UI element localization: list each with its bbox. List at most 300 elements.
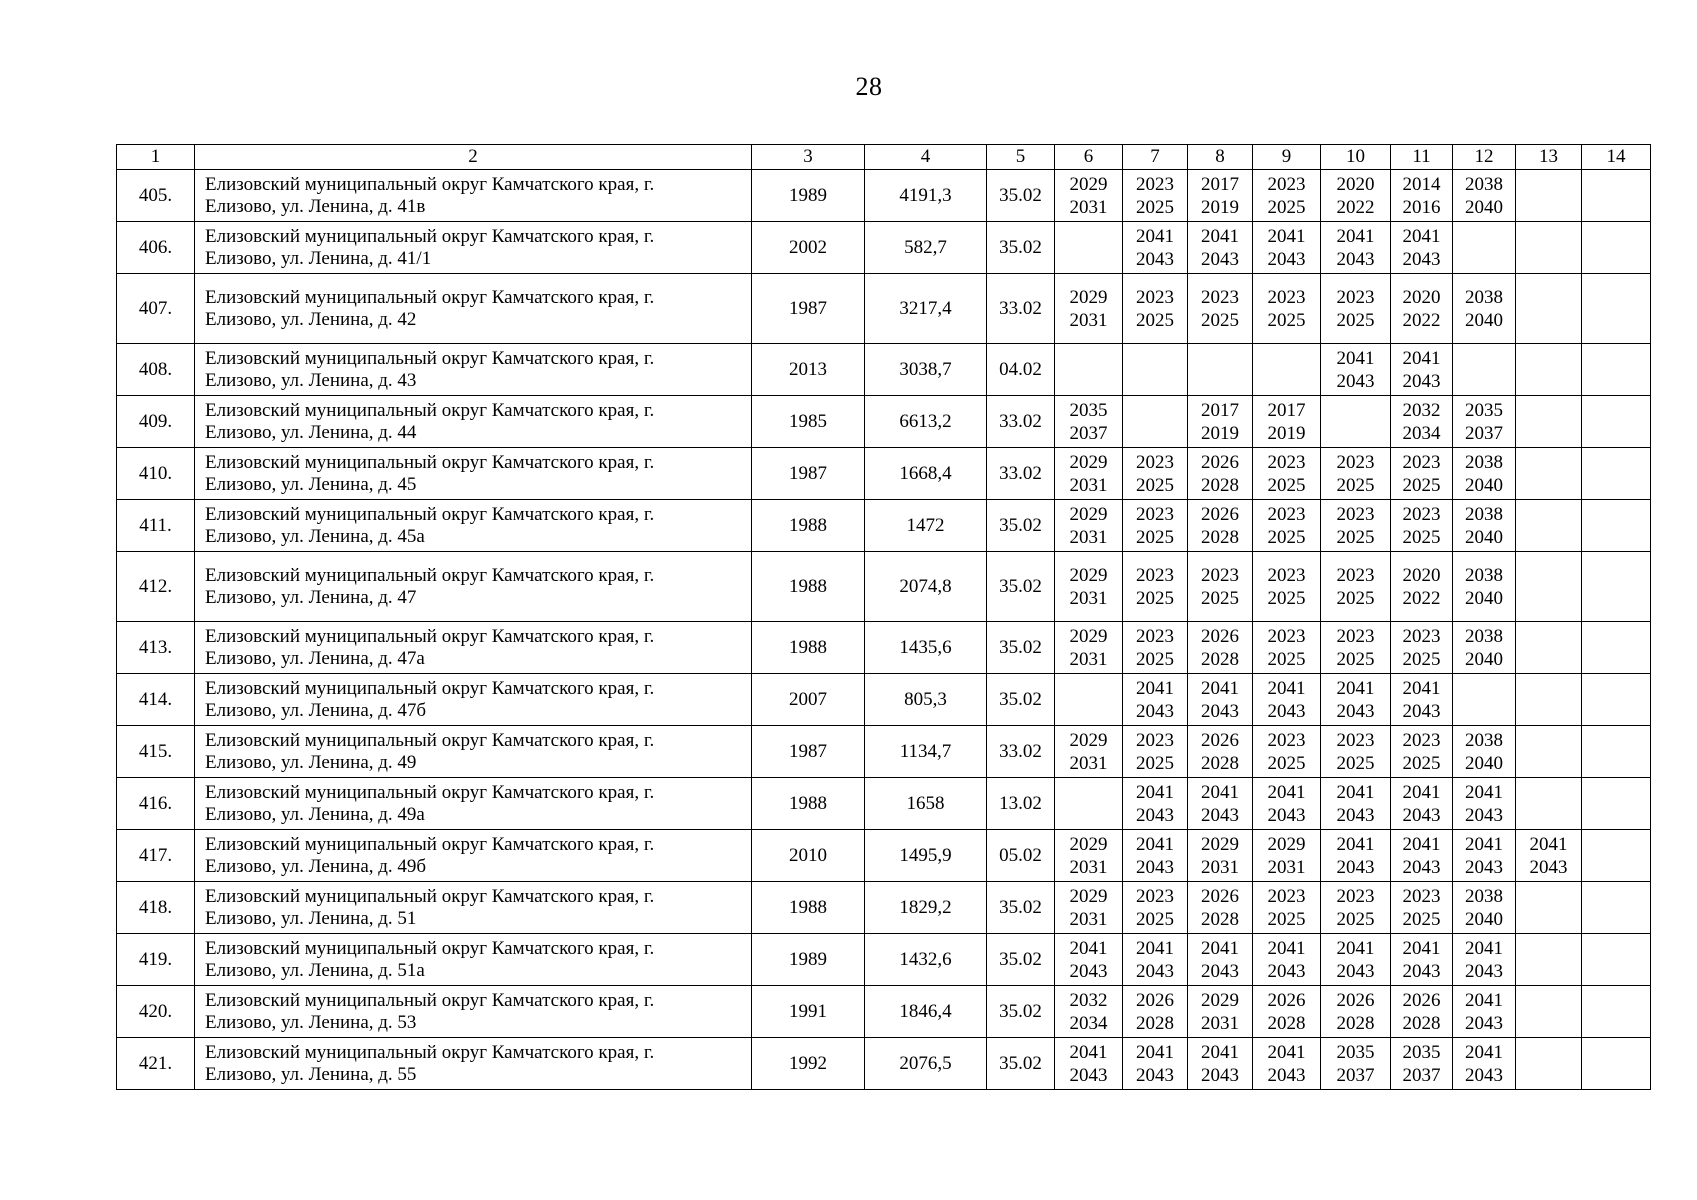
code-cell: 05.02 xyxy=(987,830,1055,882)
total-area: 1435,6 xyxy=(865,622,987,674)
year-value: 2041 xyxy=(1402,347,1441,369)
row-number: 405. xyxy=(117,170,195,222)
year-value: 2037 xyxy=(1336,1064,1375,1086)
header-cell: 11 xyxy=(1391,145,1453,170)
year-value: 2043 xyxy=(1069,960,1108,982)
code-cell: 13.02 xyxy=(987,778,1055,830)
year-value: 2023 xyxy=(1336,729,1375,751)
year-value: 2043 xyxy=(1136,856,1174,878)
year-value: 2023 xyxy=(1402,503,1441,525)
year-range-cell xyxy=(1582,222,1651,274)
year-value: 2028 xyxy=(1201,752,1239,774)
year-range-cell xyxy=(1188,448,1253,500)
year-range-cell xyxy=(1123,674,1188,726)
year-range-cell xyxy=(1253,344,1321,396)
year-value: 2023 xyxy=(1136,729,1174,751)
year-range-cell xyxy=(1321,396,1391,448)
code-cell: 35.02 xyxy=(987,500,1055,552)
code-cell: 33.02 xyxy=(987,274,1055,344)
total-area: 1658 xyxy=(865,778,987,830)
table-row xyxy=(117,882,1651,934)
year-value: 2043 xyxy=(1402,960,1441,982)
year-range-cell xyxy=(1188,830,1253,882)
row-number: 419. xyxy=(117,934,195,986)
year-range-cell xyxy=(1055,222,1123,274)
address-line: Елизовский муниципальный округ Камчатского края, г. xyxy=(205,781,655,803)
address-cell xyxy=(195,552,752,622)
year-range-cell xyxy=(1321,222,1391,274)
year-range-cell xyxy=(1123,500,1188,552)
year-range-cell xyxy=(1516,274,1582,344)
year-value: 2017 xyxy=(1201,399,1239,421)
address-line: Елизово, ул. Ленина, д. 51 xyxy=(205,907,417,929)
year-value: 2026 xyxy=(1201,625,1239,647)
row-number: 406. xyxy=(117,222,195,274)
year-value: 2043 xyxy=(1465,960,1503,982)
year-value: 2031 xyxy=(1201,856,1239,878)
year-value: 2041 xyxy=(1267,677,1306,699)
address-line: Елизовский муниципальный округ Камчатского края, г. xyxy=(205,347,655,369)
address-line: Елизовский муниципальный округ Камчатского края, г. xyxy=(205,286,655,308)
year-value: 2028 xyxy=(1402,1012,1441,1034)
year-range-cell xyxy=(1253,882,1321,934)
year-range-cell xyxy=(1123,274,1188,344)
year-value: 2038 xyxy=(1465,503,1503,525)
year-value: 2031 xyxy=(1069,648,1108,670)
year-value: 2038 xyxy=(1465,451,1503,473)
year-value: 2041 xyxy=(1465,1041,1503,1063)
year-value: 2031 xyxy=(1069,309,1108,331)
year-value: 2020 xyxy=(1336,173,1375,195)
year-value: 2028 xyxy=(1201,908,1239,930)
total-area: 2074,8 xyxy=(865,552,987,622)
year-value: 2022 xyxy=(1402,587,1441,609)
year-range-cell xyxy=(1516,778,1582,830)
year-value: 2041 xyxy=(1136,833,1174,855)
year-value: 2029 xyxy=(1267,833,1306,855)
header-row xyxy=(117,145,1651,170)
total-area: 1668,4 xyxy=(865,448,987,500)
total-area: 582,7 xyxy=(865,222,987,274)
year-value: 2029 xyxy=(1069,625,1108,647)
year-range-cell xyxy=(1188,396,1253,448)
year-range-cell xyxy=(1123,170,1188,222)
total-area: 1472 xyxy=(865,500,987,552)
year-value: 2029 xyxy=(1069,286,1108,308)
code-cell: 33.02 xyxy=(987,396,1055,448)
address-line: Елизовский муниципальный округ Камчатского края, г. xyxy=(205,989,655,1011)
year-range-cell xyxy=(1123,622,1188,674)
header-cell: 4 xyxy=(865,145,987,170)
year-value: 2031 xyxy=(1069,908,1108,930)
year-value: 2025 xyxy=(1201,309,1239,331)
year-value: 2041 xyxy=(1201,225,1239,247)
address-cell xyxy=(195,170,752,222)
year-range-cell xyxy=(1582,882,1651,934)
address-line: Елизово, ул. Ленина, д. 47б xyxy=(205,699,427,721)
year-value: 2035 xyxy=(1402,1041,1441,1063)
year-value: 2025 xyxy=(1336,587,1375,609)
year-value: 2023 xyxy=(1336,286,1375,308)
year-value: 2043 xyxy=(1201,700,1239,722)
year-value: 2043 xyxy=(1336,370,1375,392)
code-cell: 35.02 xyxy=(987,986,1055,1038)
year-value: 2025 xyxy=(1402,648,1441,670)
year-value: 2025 xyxy=(1336,908,1375,930)
address-line: Елизово, ул. Ленина, д. 55 xyxy=(205,1063,417,1085)
year-range-cell xyxy=(1055,622,1123,674)
code-cell: 35.02 xyxy=(987,674,1055,726)
year-range-cell xyxy=(1055,882,1123,934)
year-value: 2041 xyxy=(1336,677,1375,699)
year-range-cell xyxy=(1188,344,1253,396)
year-value: 2035 xyxy=(1069,399,1108,421)
year-value: 2041 xyxy=(1267,937,1306,959)
year-range-cell xyxy=(1123,396,1188,448)
year-value: 2020 xyxy=(1402,286,1441,308)
year-value: 2041 xyxy=(1201,937,1239,959)
address-line: Елизово, ул. Ленина, д. 44 xyxy=(205,421,417,443)
year-range-cell xyxy=(1516,622,1582,674)
year-range-cell xyxy=(1391,344,1453,396)
year-range-cell xyxy=(1582,622,1651,674)
row-number: 410. xyxy=(117,448,195,500)
build-year: 1987 xyxy=(752,448,865,500)
year-range-cell xyxy=(1453,500,1516,552)
year-value: 2023 xyxy=(1201,564,1239,586)
year-value: 2041 xyxy=(1136,781,1174,803)
year-range-cell xyxy=(1253,170,1321,222)
build-year: 1988 xyxy=(752,500,865,552)
address-cell xyxy=(195,1038,752,1090)
year-value: 2043 xyxy=(1336,856,1375,878)
year-value: 2025 xyxy=(1136,474,1174,496)
year-value: 2031 xyxy=(1069,752,1108,774)
year-range-cell xyxy=(1123,344,1188,396)
year-range-cell xyxy=(1321,986,1391,1038)
year-value: 2041 xyxy=(1136,1041,1174,1063)
year-range-cell xyxy=(1321,274,1391,344)
year-value: 2035 xyxy=(1336,1041,1375,1063)
year-value: 2023 xyxy=(1267,503,1306,525)
address-line: Елизово, ул. Ленина, д. 51а xyxy=(205,959,425,981)
year-range-cell xyxy=(1582,726,1651,778)
build-year: 1992 xyxy=(752,1038,865,1090)
year-value: 2041 xyxy=(1201,781,1239,803)
year-range-cell xyxy=(1321,778,1391,830)
year-range-cell xyxy=(1253,396,1321,448)
year-value: 2040 xyxy=(1465,196,1503,218)
header-cell: 12 xyxy=(1453,145,1516,170)
year-value: 2041 xyxy=(1336,937,1375,959)
year-range-cell xyxy=(1321,1038,1391,1090)
year-value: 2025 xyxy=(1336,309,1375,331)
row-number: 413. xyxy=(117,622,195,674)
code-cell: 04.02 xyxy=(987,344,1055,396)
year-range-cell xyxy=(1123,448,1188,500)
address-line: Елизово, ул. Ленина, д. 47а xyxy=(205,647,425,669)
year-value: 2041 xyxy=(1465,989,1503,1011)
row-number: 421. xyxy=(117,1038,195,1090)
year-value: 2041 xyxy=(1336,347,1375,369)
year-range-cell xyxy=(1321,170,1391,222)
year-range-cell xyxy=(1391,222,1453,274)
year-range-cell xyxy=(1453,622,1516,674)
year-value: 2025 xyxy=(1136,196,1174,218)
address-line: Елизово, ул. Ленина, д. 49 xyxy=(205,751,417,773)
address-line: Елизовский муниципальный округ Камчатского края, г. xyxy=(205,564,655,586)
year-range-cell xyxy=(1055,1038,1123,1090)
table-row xyxy=(117,344,1651,396)
year-value: 2043 xyxy=(1136,1064,1174,1086)
year-value: 2023 xyxy=(1267,286,1306,308)
year-range-cell xyxy=(1453,396,1516,448)
year-range-cell xyxy=(1123,934,1188,986)
year-range-cell xyxy=(1321,882,1391,934)
year-value: 2019 xyxy=(1201,422,1239,444)
year-range-cell xyxy=(1582,500,1651,552)
year-value: 2043 xyxy=(1402,804,1441,826)
year-value: 2041 xyxy=(1336,225,1375,247)
year-value: 2041 xyxy=(1136,937,1174,959)
address-cell xyxy=(195,344,752,396)
table-row xyxy=(117,986,1651,1038)
year-range-cell xyxy=(1453,778,1516,830)
table-row xyxy=(117,552,1651,622)
year-value: 2038 xyxy=(1465,564,1503,586)
year-value: 2031 xyxy=(1267,856,1306,878)
year-range-cell xyxy=(1123,552,1188,622)
year-value: 2028 xyxy=(1136,1012,1174,1034)
year-value: 2023 xyxy=(1336,885,1375,907)
year-value: 2041 xyxy=(1402,937,1441,959)
year-range-cell xyxy=(1321,344,1391,396)
year-value: 2025 xyxy=(1267,587,1306,609)
address-cell xyxy=(195,934,752,986)
total-area: 3038,7 xyxy=(865,344,987,396)
year-range-cell xyxy=(1453,170,1516,222)
year-value: 2043 xyxy=(1136,804,1174,826)
year-value: 2028 xyxy=(1267,1012,1306,1034)
year-value: 2041 xyxy=(1336,781,1375,803)
address-cell xyxy=(195,222,752,274)
year-value: 2041 xyxy=(1402,225,1441,247)
year-value: 2031 xyxy=(1069,474,1108,496)
year-value: 2038 xyxy=(1465,286,1503,308)
year-range-cell xyxy=(1453,222,1516,274)
year-value: 2025 xyxy=(1201,587,1239,609)
year-range-cell xyxy=(1453,274,1516,344)
page-number: 28 xyxy=(855,72,883,101)
year-range-cell xyxy=(1391,674,1453,726)
year-value: 2025 xyxy=(1402,526,1441,548)
address-line: Елизовский муниципальный округ Камчатского края, г. xyxy=(205,451,655,473)
year-range-cell xyxy=(1123,726,1188,778)
year-value: 2043 xyxy=(1465,1064,1503,1086)
code-cell: 33.02 xyxy=(987,448,1055,500)
year-value: 2038 xyxy=(1465,625,1503,647)
code-cell: 35.02 xyxy=(987,882,1055,934)
year-range-cell xyxy=(1582,344,1651,396)
year-range-cell xyxy=(1582,830,1651,882)
year-range-cell xyxy=(1055,274,1123,344)
header-cell: 10 xyxy=(1321,145,1391,170)
year-value: 2038 xyxy=(1465,729,1503,751)
year-range-cell xyxy=(1582,934,1651,986)
year-value: 2028 xyxy=(1201,648,1239,670)
year-range-cell xyxy=(1253,274,1321,344)
year-value: 2043 xyxy=(1136,700,1174,722)
table-row xyxy=(117,726,1651,778)
year-value: 2041 xyxy=(1069,937,1108,959)
header-cell: 2 xyxy=(195,145,752,170)
year-range-cell xyxy=(1253,1038,1321,1090)
year-value: 2023 xyxy=(1267,173,1306,195)
year-range-cell xyxy=(1391,396,1453,448)
address-line: Елизово, ул. Ленина, д. 53 xyxy=(205,1011,417,1033)
year-value: 2043 xyxy=(1201,804,1239,826)
year-value: 2043 xyxy=(1465,804,1503,826)
year-value: 2043 xyxy=(1201,248,1239,270)
year-value: 2029 xyxy=(1069,451,1108,473)
year-range-cell xyxy=(1321,830,1391,882)
year-range-cell xyxy=(1582,552,1651,622)
address-cell xyxy=(195,674,752,726)
year-range-cell xyxy=(1253,726,1321,778)
year-range-cell xyxy=(1253,934,1321,986)
build-year: 1988 xyxy=(752,778,865,830)
row-number: 409. xyxy=(117,396,195,448)
year-range-cell xyxy=(1055,934,1123,986)
address-line: Елизовский муниципальный округ Камчатского края, г. xyxy=(205,937,655,959)
year-range-cell xyxy=(1516,396,1582,448)
year-range-cell xyxy=(1516,552,1582,622)
year-value: 2040 xyxy=(1465,752,1503,774)
year-range-cell xyxy=(1391,986,1453,1038)
year-range-cell xyxy=(1055,830,1123,882)
total-area: 4191,3 xyxy=(865,170,987,222)
table-row xyxy=(117,222,1651,274)
address-line: Елизово, ул. Ленина, д. 45 xyxy=(205,473,417,495)
year-range-cell xyxy=(1453,986,1516,1038)
year-range-cell xyxy=(1391,882,1453,934)
year-range-cell xyxy=(1188,726,1253,778)
year-value: 2026 xyxy=(1136,989,1174,1011)
year-range-cell xyxy=(1188,622,1253,674)
year-value: 2023 xyxy=(1136,173,1174,195)
year-value: 2025 xyxy=(1136,752,1174,774)
year-range-cell xyxy=(1516,830,1582,882)
address-line: Елизовский муниципальный округ Камчатского края, г. xyxy=(205,677,655,699)
build-year: 1989 xyxy=(752,934,865,986)
year-value: 2041 xyxy=(1201,677,1239,699)
build-year: 1987 xyxy=(752,274,865,344)
year-range-cell xyxy=(1123,882,1188,934)
year-value: 2043 xyxy=(1267,960,1306,982)
year-value: 2023 xyxy=(1267,564,1306,586)
build-year: 1985 xyxy=(752,396,865,448)
header-cell: 9 xyxy=(1253,145,1321,170)
year-value: 2040 xyxy=(1465,309,1503,331)
year-range-cell xyxy=(1582,448,1651,500)
address-line: Елизово, ул. Ленина, д. 42 xyxy=(205,308,417,330)
year-value: 2031 xyxy=(1069,196,1108,218)
year-value: 2023 xyxy=(1136,564,1174,586)
year-value: 2043 xyxy=(1267,1064,1306,1086)
total-area: 6613,2 xyxy=(865,396,987,448)
year-value: 2025 xyxy=(1336,526,1375,548)
year-range-cell xyxy=(1391,170,1453,222)
year-value: 2026 xyxy=(1402,989,1441,1011)
year-value: 2041 xyxy=(1267,1041,1306,1063)
address-line: Елизово, ул. Ленина, д. 49а xyxy=(205,803,425,825)
year-range-cell xyxy=(1453,934,1516,986)
address-cell xyxy=(195,448,752,500)
total-area: 1829,2 xyxy=(865,882,987,934)
year-range-cell xyxy=(1391,500,1453,552)
year-range-cell xyxy=(1253,674,1321,726)
year-range-cell xyxy=(1123,986,1188,1038)
address-cell xyxy=(195,274,752,344)
row-number: 414. xyxy=(117,674,195,726)
header-cell: 3 xyxy=(752,145,865,170)
build-year: 2007 xyxy=(752,674,865,726)
year-range-cell xyxy=(1582,396,1651,448)
year-value: 2032 xyxy=(1402,399,1441,421)
table-row xyxy=(117,778,1651,830)
year-value: 2041 xyxy=(1336,833,1375,855)
code-cell: 35.02 xyxy=(987,552,1055,622)
year-value: 2023 xyxy=(1402,729,1441,751)
code-cell: 35.02 xyxy=(987,934,1055,986)
code-cell: 33.02 xyxy=(987,726,1055,778)
build-year: 1987 xyxy=(752,726,865,778)
build-year: 1988 xyxy=(752,552,865,622)
header-cell: 7 xyxy=(1123,145,1188,170)
year-value: 2040 xyxy=(1465,526,1503,548)
header-cell: 1 xyxy=(117,145,195,170)
code-cell: 35.02 xyxy=(987,622,1055,674)
year-value: 2043 xyxy=(1336,700,1375,722)
year-value: 2023 xyxy=(1267,451,1306,473)
address-line: Елизовский муниципальный округ Камчатского края, г. xyxy=(205,503,655,525)
year-range-cell xyxy=(1188,552,1253,622)
year-range-cell xyxy=(1582,778,1651,830)
year-range-cell xyxy=(1123,830,1188,882)
year-value: 2035 xyxy=(1465,399,1503,421)
year-range-cell xyxy=(1516,674,1582,726)
year-range-cell xyxy=(1188,778,1253,830)
address-line: Елизовский муниципальный округ Камчатского края, г. xyxy=(205,399,655,421)
year-value: 2022 xyxy=(1402,309,1441,331)
year-range-cell xyxy=(1188,274,1253,344)
year-range-cell xyxy=(1453,344,1516,396)
build-year: 1988 xyxy=(752,622,865,674)
year-value: 2043 xyxy=(1402,370,1441,392)
year-value: 2028 xyxy=(1201,526,1239,548)
year-value: 2017 xyxy=(1267,399,1306,421)
table-row xyxy=(117,396,1651,448)
year-range-cell xyxy=(1123,1038,1188,1090)
row-number: 418. xyxy=(117,882,195,934)
year-value: 2034 xyxy=(1069,1012,1108,1034)
year-value: 2031 xyxy=(1201,1012,1239,1034)
year-range-cell xyxy=(1321,552,1391,622)
year-value: 2043 xyxy=(1267,248,1306,270)
year-value: 2043 xyxy=(1402,856,1441,878)
year-value: 2025 xyxy=(1402,908,1441,930)
year-value: 2017 xyxy=(1201,173,1239,195)
